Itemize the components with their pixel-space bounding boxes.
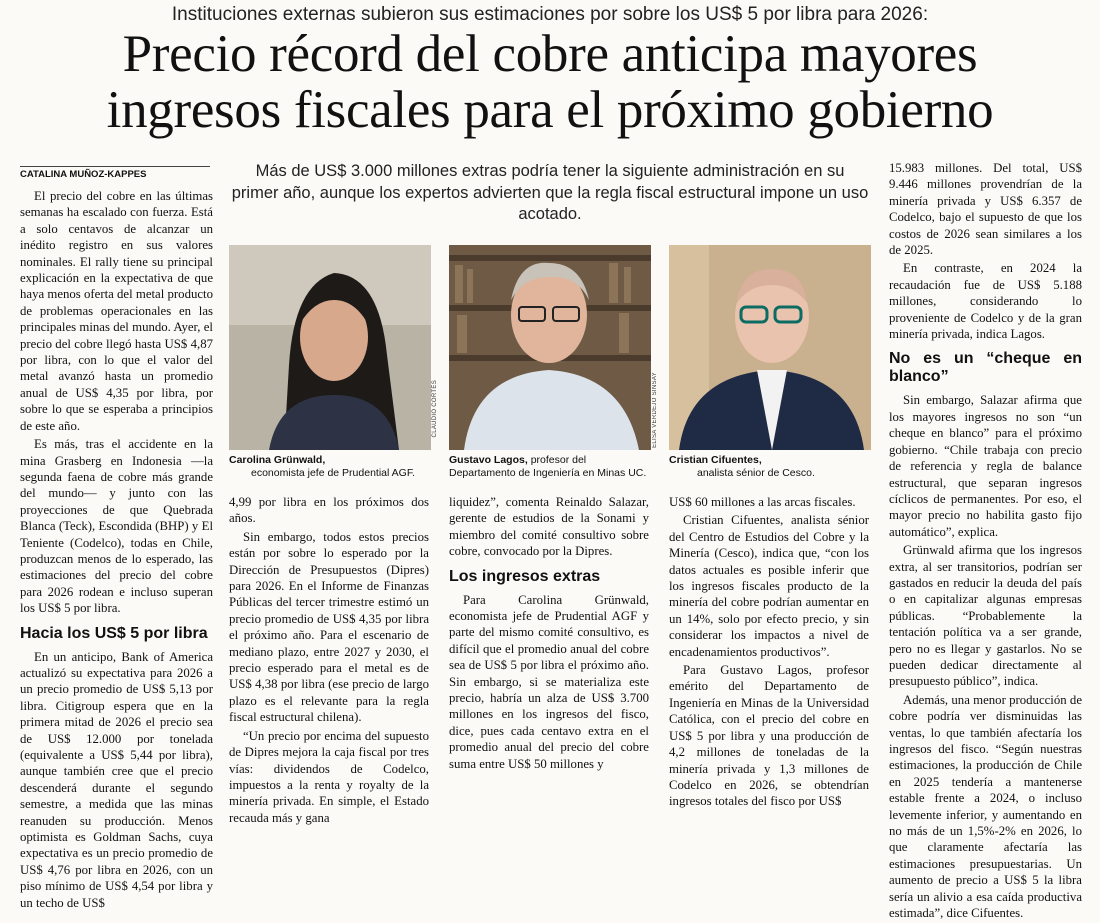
photo-carolina-grunwald [229, 245, 431, 450]
photo-caption [449, 454, 654, 480]
photo-caption [669, 454, 874, 480]
paragraph: liquidez”, comenta Reinaldo Salazar, gerente de estudios de la Sonami y miembro del comité consultivo sobre cobre, convocado por la Dipres. [449, 495, 649, 559]
paragraph: 4,99 por libra en los próximos dos años. [229, 495, 429, 526]
paragraph: Sin embargo, Salazar afirma que los mayores ingresos no son “un cheque en blanco” para el próximo gobierno. “Chile trabaja con precio de referencia y regla de balance estructural, que separan ingresos cíclicos de permanentes. Por eso, el mayor precio no habilita gasto fijo automático”, explica. [889, 393, 1082, 539]
paragraph: Para Gustavo Lagos, profesor emérito del Departamento de Ingeniería en Minas de la Universidad Católica, con el precio del cobre en US$ 5 por libra y una producción de 4,2 millones de toneladas de la minería privada y 1,3 millones de Codelco en 2026, se obtendrían ingresos totales del fisco por US$ [669, 663, 869, 809]
caption-name: Gustavo Lagos, [449, 454, 528, 466]
caption-role: analista sénior de Cesco. [697, 467, 815, 479]
headline [0, 26, 1100, 138]
column-3 [449, 494, 649, 774]
caption-role: profesor del Departamento de Ingeniería en Minas UC. [449, 454, 647, 479]
column-2 [229, 494, 429, 828]
paragraph: Es más, tras el accidente en la mina Grasberg en Indonesia —la segunda faena de cobre más grande del mundo— y junto con las proyecciones de que Quebrada Blanca (Teck), Escondida (BHP) y El Teniente (Codelco), todas en Chile, produzcan menos de lo esperado, las estimaciones del precio del cobre para 2026 rodean e incluso superan los US$ 5 por libra. [20, 437, 213, 616]
paragraph: 15.983 millones. Del total, US$ 9.446 millones provendrían de la minería privada y US$ 6.357 de Codelco, bajo el supuesto de que los costos de 2026 sean similares a los de 2025. [889, 161, 1082, 258]
headline-line-2: ingresos fiscales para el próximo gobierno [106, 81, 994, 139]
photo-credit: CLAUDIO CORTÉS [432, 380, 438, 438]
lede: Más de US$ 3.000 millones extras podría tener la siguiente administración en su primer año, aunque los expertos advierten que la regla fiscal estructural impone un uso acotado. [231, 162, 869, 223]
column-4 [669, 494, 869, 812]
paragraph: El precio del cobre en las últimas semanas ha escalado con fuerza. Está a solo centavos de alcanzar un inédito registro en sus valores nominales. El rally tiene su principal explicación en la expectativa de que haya menos oferta del metal producto de problemas operacionales en las principales minas del mundo. Ayer, el precio del cobre llegó hasta US$ 4,87 por libra, con lo que el valor del metal avanzó hasta un promedio anual de US$ 4,35 por libra, por sobre lo que se esperaba a principios de este año. [20, 189, 213, 433]
caption-name: Carolina Grünwald, [229, 454, 326, 466]
photo-gustavo-lagos [449, 245, 651, 450]
subheading: No es un “cheque en blanco” [889, 350, 1082, 386]
paragraph: En un anticipo, Bank of America actualizó su expectativa para 2026 a un precio promedio de US$ 5,13 por libra. Citigroup espera que en la primera mitad de 2026 el precio sea de US$ 12.000 por tonelada (equivalente a US$ 5,44 por libra), aunque también cree que el precio descenderá durante el segundo semestre, a medida que las minas reanuden su producción. Menos optimista es Goldman Sachs, cuya expectativa es un precio promedio de US$ 4,76 por libra en 2026, con un piso mínimo de US$ 4,54 por libra y un techo de US$ [20, 649, 213, 910]
photo-credit: ELISA VERDEJO SINSAY [652, 372, 658, 448]
caption-name: Cristian Cifuentes, [669, 454, 762, 466]
kicker: Instituciones externas subieron sus estimaciones por sobre los US$ 5 por libra para 2026: [171, 4, 929, 25]
column-1 [20, 188, 213, 913]
paragraph: Grünwald afirma que los ingresos extra, al ser transitorios, podrían ser gastados en reducir la deuda del país o en capitalizar algunas empresas públicas. “Probablemente la tentación política va a ser grande, pero no es llegar y gastarlos. No se pueden dedicar directamente al presupuesto público”, indica. [889, 543, 1082, 689]
subheading: Los ingresos extras [449, 567, 601, 585]
photo-cristian-cifuentes [669, 245, 871, 450]
byline: CATALINA MUÑOZ-KAPPES [20, 166, 210, 180]
caption-role: economista jefe de Prudential AGF. [251, 467, 416, 479]
paragraph: Cristian Cifuentes, analista sénior del Centro de Estudios del Cobre y la Minería (Cesco), indica que, “con los datos actuales es posible inferir que los ingresos fiscales producto de la minería del cobre podrían aumentar en un 14%, solo por efecto precio, y sin considerar los impactos a nivel de encadenamientos productivos”. [669, 513, 869, 659]
paragraph: Para Carolina Grünwald, economista jefe de Prudential AGF y parte del mismo comité consultivo, es difícil que el promedio anual del cobre sea de US$ 5 por libra el próximo año. Sin embargo, si se materializa este precio, habría un alza de US$ 3.700 millones en los ingresos del fisco, dice, pues cada centavo extra en el promedio anual del precio del cobre suma entre US$ 50 millones y [449, 592, 649, 771]
photo-caption [229, 454, 434, 480]
paragraph: US$ 60 millones a las arcas fiscales. [669, 495, 856, 509]
paragraph: “Un precio por encima del supuesto de Dipres mejora la caja fiscal por tres vías: dividendos de Codelco, impuestos a la renta y royalty de la minería privada. En simple, el Estado recauda más y gana [229, 728, 429, 825]
subheading: Hacia los US$ 5 por libra [20, 624, 208, 642]
paragraph: En contraste, en 2024 la recaudación fue de US$ 5.188 millones, considerando lo proveniente de Codelco y de la gran minería privada, indica Lagos. [889, 261, 1082, 342]
paragraph: Además, una menor producción de cobre podría ver disminuidas las ventas, lo que también afectaría los ingresos del fisco. “Según nuestras estimaciones, la producción de Chile en 2025 tendería a mantenerse estable frente a 2024, o incluso levemente inferior, y aumentando en no más de un 1,5%-2% en 2026, lo que claramente afectaría las estimaciones presupuestarias. Un aumento de precio a US$ 5 la libra sería un alivio a esa caída productiva estimada”, dice Cifuentes. [889, 692, 1082, 921]
headline-line-1: Precio récord del cobre anticipa mayores [122, 25, 978, 83]
column-5 [889, 160, 1082, 923]
paragraph: Sin embargo, todos estos precios están por sobre lo esperado por la Dirección de Presupuestos (Dipres) para 2026. En el Informe de Finanzas Públicas del tercer trimestre estimó un precio promedio de US$ 4,35 por libra el próximo año. Para el escenario de mediano plazo, entre 2027 y 2030, el precio esperado para el metal es de US$ 4,38 por libra (ese precio de largo plazo es el relevante para la regla fiscal estructural chilena). [229, 529, 429, 725]
